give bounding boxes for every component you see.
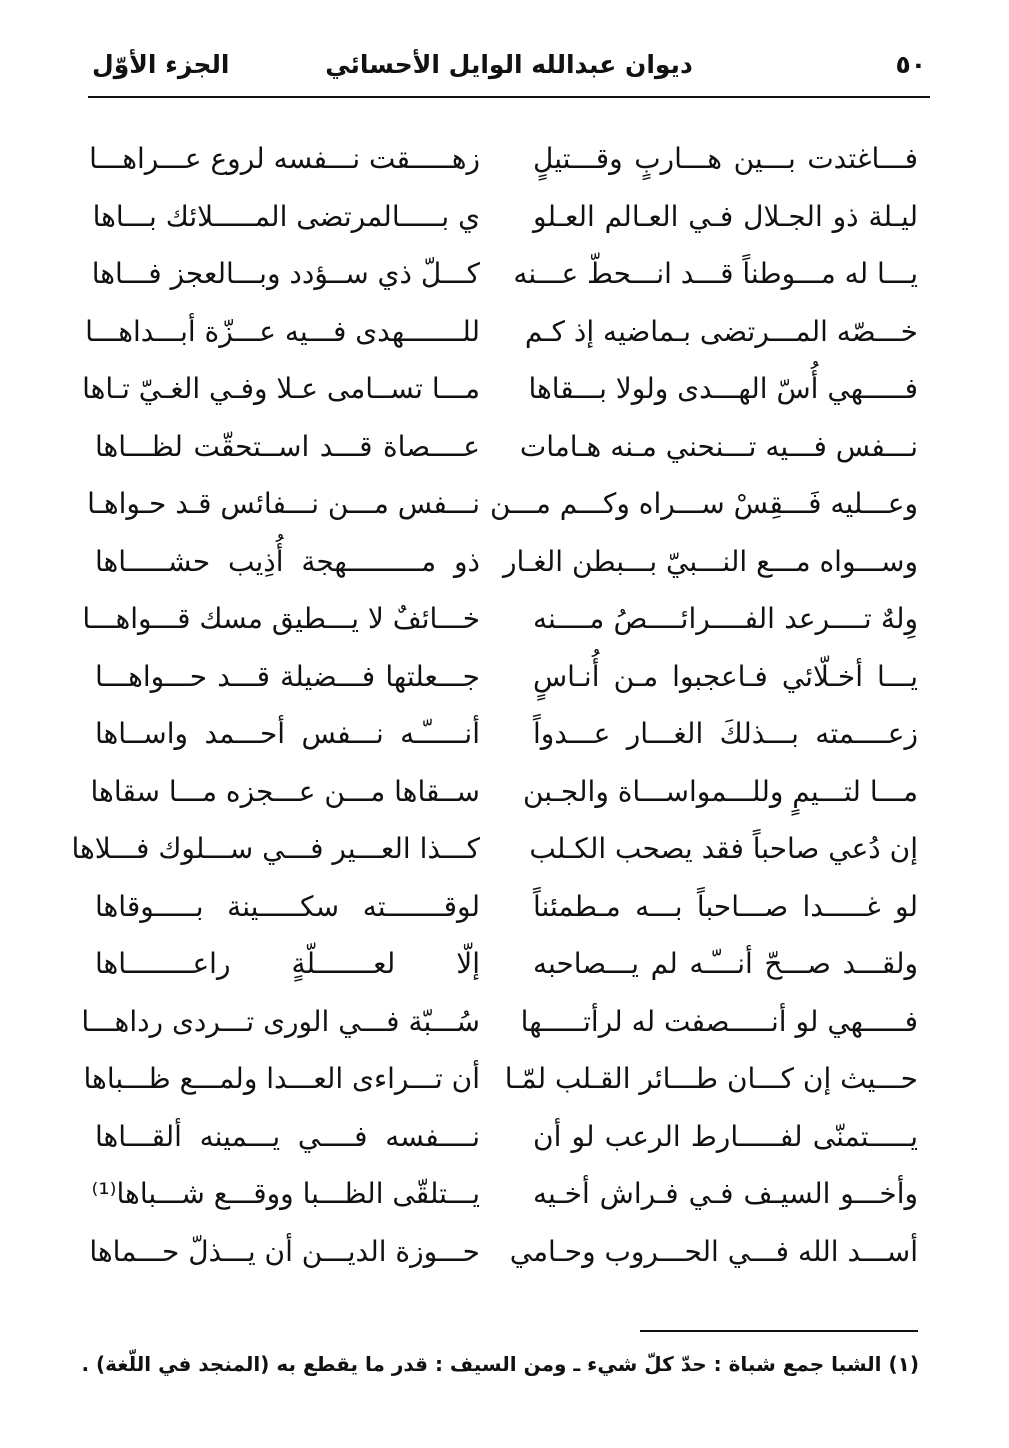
verse-second-hemistich: أنـــــّـه نـــفس أحـــمد واســاها — [95, 717, 480, 750]
verse-second-hemistich: جـــعلتها فـــضيلة قـــد حـــواهـــا — [95, 659, 480, 693]
verse-row — [88, 193, 930, 251]
verse-row — [88, 250, 930, 308]
verse-second-hemistich: أن تـــراءى العـــدا ولمـــع ظـــباها — [83, 1062, 480, 1095]
verse-first-hemistich: ولقـــد صـــحّ أنـــّـه لم يـــصاحبه — [533, 947, 918, 980]
volume-label: الجزء الأوّل — [92, 50, 230, 79]
verse-row — [85, 308, 930, 366]
verse-first-hemistich: فـــاغتدت بـــين هـــاربٍ وقـــتيلٍ — [533, 142, 918, 175]
verse-row — [82, 595, 930, 653]
verse-second-hemistich: حـــوزة الديـــن أن يـــذلّ حـــماها — [89, 1234, 480, 1268]
verse-row — [88, 653, 930, 711]
verse-second-hemistich: ســقاها مـــن عـــجزه مـــا سقاها — [90, 774, 480, 808]
verse-row — [88, 423, 930, 481]
verse-second-hemistich: عــــصاة قـــد اســتحقّت لظـــاها — [95, 429, 480, 463]
verse-first-hemistich: نـــفس فـــيه تـــنحني مـنه هـامات — [519, 429, 918, 463]
verse-row — [83, 1055, 930, 1113]
verse-row — [88, 940, 930, 998]
verse-row — [88, 135, 930, 193]
verse-row — [71, 825, 930, 883]
verse-first-hemistich: يـــا له مـــوطناً قـــد انـــحطّ عـــنه — [513, 257, 918, 290]
verse-second-hemistich: ي بـــــالمرتضى المـــــلائك بـــاها — [92, 199, 480, 233]
verse-first-hemistich: لو غـــــدا صـــاحباً بـــه مـطمئناً — [533, 889, 918, 923]
verse-row — [81, 998, 930, 1056]
verse-second-hemistich: نــــفسه فــــي يـــمينه ألقـــاها — [95, 1119, 480, 1153]
poem-body — [71, 135, 930, 1285]
verse-row — [88, 480, 930, 538]
verse-first-hemistich: إن دُعي صاحباً فقد يصحب الكـلب — [529, 832, 918, 865]
verse-first-hemistich: يـــا أخـلّائي فـاعجبوا مـن أُنـاسٍ — [533, 659, 918, 693]
verse-second-hemistich: سُـــبّة فـــي الورى تـــردى رداهـــا — [81, 1004, 480, 1038]
verse-first-hemistich: يـــــتمنّى لفـــــارط الرعب لو أن — [533, 1119, 918, 1153]
verse-row — [88, 768, 930, 826]
verse-row — [82, 365, 930, 423]
verse-second-hemistich: للـــــــهدى فـــيه عـــزّة أبـــداهـــا — [85, 314, 480, 348]
page-number: ٥٠ — [895, 50, 926, 79]
verse-first-hemistich: حـــيث إن كـــان طـــائر القـلب لمّـا — [504, 1062, 918, 1095]
verse-first-hemistich: فـــــهي لو أنـــــصفت له لرأتـــــها — [520, 1004, 918, 1038]
verse-second-hemistich: كـــلّ ذي ســؤدد وبـــالعجز فـــاها — [91, 257, 480, 290]
verse-second-hemistich: كـــذا العـــير فـــي ســـلوك فـــلاها — [71, 832, 480, 865]
verse-first-hemistich: وأخـــو السيـف فـي فـراش أخـيه — [533, 1177, 918, 1210]
verse-row — [88, 883, 930, 941]
footnote: (١) الشبا جمع شباة : حدّ كلّ شيء ـ ومن السيف : قدر ما يقطع به (المنجد في اللّغة) . — [81, 1352, 919, 1376]
book-title: ديوان عبدالله الوايل الأحسائي — [325, 50, 693, 79]
verse-first-hemistich: فـــــهي أُسّ الهـــدى ولولا بـــقاها — [528, 372, 918, 405]
footnote-divider — [640, 1330, 918, 1332]
verse-first-hemistich: ليـلة ذو الجـلال فـي العـالم العـلو — [533, 199, 918, 233]
verse-first-hemistich: زعــــمته بـــذلكَ الغـــار عـــدواً — [533, 717, 918, 750]
verse-second-hemistich: مـــا تســامى عـلا وفـي الغـيّ تـاها — [82, 372, 480, 405]
header-divider — [88, 96, 930, 98]
verse-first-hemistich: وِلهٌ تــــرعد الفــــرائــــصُ مــــنه — [533, 602, 918, 635]
verse-second-hemistich: يـــتلقّى الظـــبا ووقـــع شـــباها⁽¹⁾ — [91, 1177, 480, 1210]
verse-row — [88, 710, 930, 768]
verse-second-hemistich: نـــفس مـــن نـــفائس قـد حـواهـا — [87, 487, 480, 520]
verse-second-hemistich: لوقـــــــته سكـــــينة بـــــوقاها — [95, 889, 480, 923]
verse-first-hemistich: وعـــليه فَـــقِسْ ســـراه وكـــم مـــن — [489, 487, 918, 520]
verse-row — [88, 1170, 930, 1228]
verse-second-hemistich: زهـــــقت نـــفسه لروع عـــراهـــا — [89, 142, 480, 175]
verse-first-hemistich: وســـواه مـــع النـــبيّ بـــبطن الغـار — [503, 544, 918, 578]
verse-first-hemistich: خـــصّه المـــرتضى بـماضيه إذ كـم — [524, 314, 918, 348]
verse-row — [88, 538, 930, 596]
verse-second-hemistich: خـــائفٌ لا يـــطيق مسك قـــواهـــا — [82, 602, 480, 635]
verse-first-hemistich: أســـد الله فـــي الحـــروب وحـامي — [509, 1234, 918, 1268]
verse-second-hemistich: ذو مـــــــــهجة أُذِيب حشـــــاها — [95, 544, 480, 578]
verse-row — [88, 1113, 930, 1171]
verse-second-hemistich: إلّا لعـــــــلّةٍ راعــــــــاها — [95, 947, 480, 980]
page-header — [88, 40, 930, 96]
verse-row — [88, 1228, 930, 1286]
verse-first-hemistich: مـــا لتـــيمٍ وللـــمواســـاة والجـبن — [522, 774, 918, 808]
